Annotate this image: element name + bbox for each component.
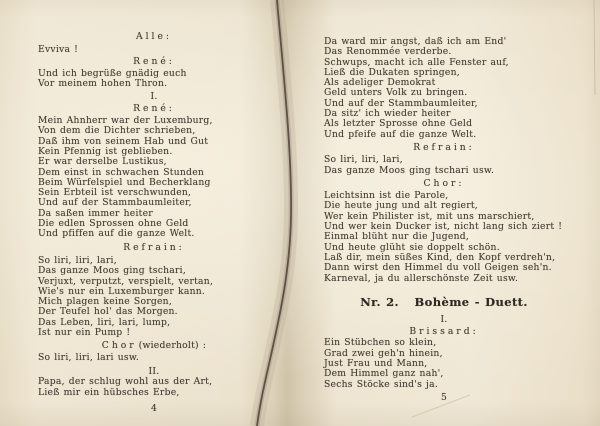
- verse-line: So liri, liri, lari,: [324, 154, 403, 166]
- verse-line: Kein Pfennig ist geblieben.: [38, 145, 173, 157]
- verse-line: Das Leben, liri, lari, lump,: [38, 316, 171, 328]
- verse-line: Und pfeife auf die ganze Welt.: [324, 128, 477, 140]
- verse-line: Dem einst in schwachen Stunden: [38, 166, 205, 178]
- verse-line: Geld unters Volk zu bringen.: [324, 87, 468, 99]
- verse-line: So liri, liri, lari,: [38, 254, 117, 266]
- verse-line: Da saßen immer heiter: [38, 207, 153, 219]
- verse-numeral: II.: [148, 365, 160, 377]
- verse-line: Und pfiffen auf die ganze Welt.: [38, 228, 195, 240]
- speaker-heading: Refrain:: [123, 242, 185, 254]
- verse-line: Beim Würfelspiel und Becherklang: [38, 176, 211, 188]
- verse-line: Mein Ahnherr war der Luxemburg,: [38, 115, 213, 127]
- speaker-heading: Brissard:: [409, 325, 479, 337]
- verse-line: Just Frau und Mann,: [324, 358, 428, 370]
- verse-numeral: I.: [440, 313, 448, 325]
- verse-line: Ein Stübchen so klein,: [324, 337, 437, 349]
- song-title: Nr. 2. Bohème - Duett.: [360, 294, 528, 309]
- verse-line: Er war derselbe Lustikus,: [38, 156, 167, 168]
- verse-line: Ließ mir ein hübsches Erbe,: [38, 386, 180, 398]
- speaker-name: Chor: [101, 339, 137, 351]
- verse-line: Von dem die Dichter schrieben,: [38, 125, 196, 137]
- right-page-text: [324, 37, 564, 403]
- verse-line: Das ganze Moos ging tschari,: [38, 265, 186, 277]
- speaker-annotation: (wiederholt) :: [138, 339, 207, 351]
- speaker-heading: Chor:: [423, 178, 465, 190]
- verse-line: Wer kein Philister ist, mit uns marschiert,: [324, 210, 535, 222]
- page-number: 5: [440, 391, 448, 403]
- verse-line: Das ganze Moos ging tschari usw.: [324, 164, 495, 176]
- verse-line: Dann wirst den Himmel du voll Geigen seh'n.: [324, 262, 552, 274]
- verse-line: Und ich begrüße gnädig euch: [38, 67, 187, 79]
- speaker-heading: Alle:: [135, 30, 173, 42]
- verse-line: So liri, liri, lari usw.: [38, 351, 140, 363]
- verse-line: Ist nur ein Pump !: [38, 327, 131, 339]
- verse-line: Vor meinem hohen Thron.: [38, 78, 168, 90]
- verse-line: Da ward mir angst, daß ich am End': [324, 36, 507, 47]
- verse-line: Papa, der schlug wohl aus der Art,: [38, 376, 213, 388]
- page-edge-line: [594, 0, 595, 95]
- verse-line: Die edlen Sprossen ohne Geld: [38, 218, 189, 230]
- verse-line: Laß dir, mein süßes Kind, den Kopf verdreh'n,: [324, 251, 556, 263]
- speaker-heading: René:: [133, 56, 175, 68]
- verse-line: Die heute jung und alt regiert,: [324, 200, 478, 212]
- page-number: 4: [150, 402, 158, 414]
- verse-line: Und auf der Stammbaumleiter,: [38, 197, 192, 209]
- verse-line: Dem Himmel ganz nah',: [324, 368, 444, 380]
- verse-line: Wie's nur ein Luxemburger kann.: [38, 285, 206, 297]
- verse-line: Der Teufel hol' das Morgen.: [38, 306, 178, 318]
- left-page-text: [38, 32, 270, 415]
- verse-line: Mich plagen keine Sorgen,: [38, 296, 173, 308]
- speaker-heading: Refrain:: [413, 142, 475, 154]
- verse-line: Grad zwei geh'n hinein,: [324, 347, 443, 359]
- verse-line: Einmal blüht nur die Jugend,: [324, 231, 470, 243]
- verse-line: Leichtsinn ist die Parole,: [324, 190, 449, 202]
- verse-line: Als adeliger Demokrat: [324, 77, 436, 89]
- verse-line: Und wer kein Ducker ist, nicht lang sich ziert !: [324, 221, 563, 233]
- spacer: [324, 284, 564, 295]
- verse-line: Da sitz' ich wieder heiter: [324, 108, 451, 120]
- verse-line: Und auf der Stammbaumleiter,: [324, 97, 478, 109]
- verse-line: Sein Erbteil ist verschwunden,: [38, 187, 192, 199]
- verse-line: Als letzter Sprosse ohne Geld: [324, 118, 473, 130]
- left-page: [38, 30, 270, 414]
- verse-line: Schwups, macht ich alle Fenster auf,: [324, 56, 509, 68]
- speaker-heading: René:: [133, 103, 175, 115]
- verse-numeral: I.: [150, 91, 158, 103]
- right-page: [324, 37, 564, 403]
- verse-line: Sechs Stöcke sind's ja.: [324, 378, 439, 390]
- verse-line: Verjuxt, verputzt, verspielt, vertan,: [38, 275, 214, 287]
- verse-line: Und heute glüht sie doppelt schön.: [324, 241, 500, 253]
- verse-line: Karneval, ja du allerschönste Zeit usw.: [324, 272, 519, 284]
- verse-line: Daß ihm von seinem Hab und Gut: [38, 135, 209, 147]
- verse-line: Ließ die Dukaten springen,: [324, 66, 460, 78]
- speaker-heading: [38, 341, 270, 351]
- verse-line: Das Renommée verderbe.: [324, 46, 452, 58]
- verse-line: Evviva !: [38, 44, 79, 56]
